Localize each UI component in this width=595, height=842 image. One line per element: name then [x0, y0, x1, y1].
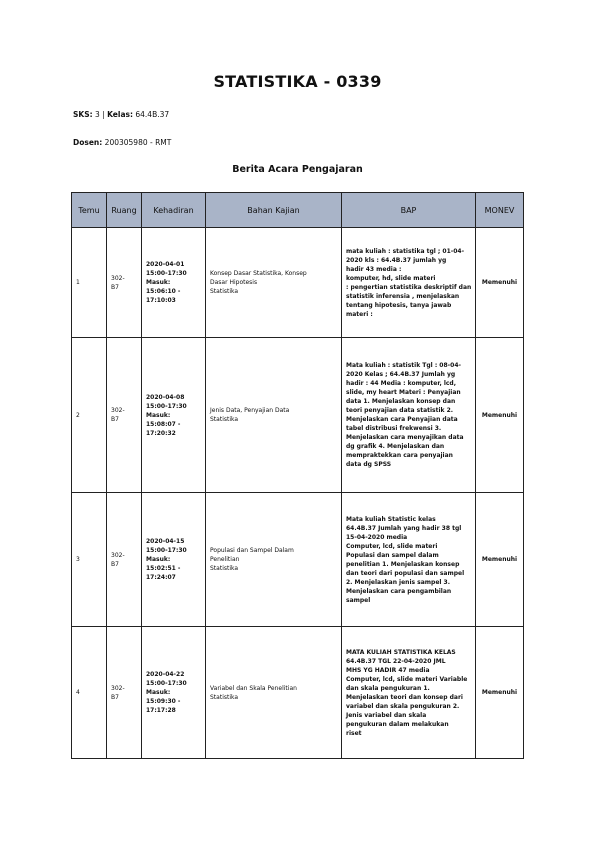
- cell-bap-line: materi :: [346, 310, 373, 318]
- cell-bap-line: tabel distribusi frekwensi 3.: [346, 425, 442, 432]
- dosen-label: Dosen: [73, 138, 100, 147]
- cell-kehadiran: [142, 338, 206, 493]
- cell-bap-line: Menjelaskan cara menyajikan data: [346, 434, 464, 441]
- cell-bahan-kajian-line: Konsep Dasar Statistika, Konsep: [210, 270, 307, 277]
- cell-monev: Memenuhi: [476, 493, 524, 627]
- cell-bahan-kajian-line: Populasi dan Sampel Dalam: [210, 547, 294, 554]
- table-row: [72, 627, 524, 759]
- attendance-table: [71, 192, 524, 759]
- cell-ruang-line: B7: [111, 693, 119, 701]
- cell-monev: Memenuhi: [476, 627, 524, 759]
- cell-kehadiran-line: 15:02:51 -: [146, 565, 181, 572]
- sks-label: SKS: [73, 110, 90, 119]
- cell-bap-line: dg grafik 4. Menjelaskan dan: [346, 443, 445, 450]
- cell-bap-line: MHS YG HADIR 47 media: [346, 666, 430, 674]
- cell-bahan-kajian: [206, 627, 342, 759]
- table-header-row: [72, 193, 524, 228]
- cell-bap-line: : pengertian statistika deskriptif dan: [346, 283, 472, 291]
- cell-bap: [342, 228, 476, 338]
- cell-bap-line: Menjelaskan cara pengambilan: [346, 587, 452, 595]
- cell-kehadiran-line: 15:00-17:30: [146, 402, 187, 410]
- cell-bap-line: mempraktekkan cara penyajian: [346, 452, 453, 459]
- cell-bap-line: hadir 43 media :: [346, 265, 402, 273]
- cell-ruang-line: B7: [111, 560, 119, 568]
- cell-kehadiran-line: 15:00-17:30: [146, 270, 187, 277]
- cell-temu: 2: [72, 338, 107, 493]
- cell-kehadiran: [142, 493, 206, 627]
- cell-bahan-kajian-line: Statistika: [210, 416, 239, 423]
- cell-kehadiran-line: 15:09:30 -: [146, 698, 181, 705]
- header-monev: MONEV: [476, 193, 524, 228]
- cell-bap-line: Populasi dan sampel dalam: [346, 551, 439, 559]
- cell-bap-line: penelitian 1. Menjelaskan konsep: [346, 560, 460, 568]
- cell-kehadiran-line: 2020-04-22: [146, 671, 185, 678]
- cell-kehadiran-line: 15:00-17:30: [146, 680, 187, 687]
- cell-kehadiran-line: 2020-04-15: [146, 538, 185, 545]
- cell-ruang-line: 302-: [111, 551, 125, 559]
- section-title: Berita Acara Pengajaran: [232, 164, 363, 175]
- cell-bap-line: 2020 Kelas ; 64.4B.37 Jumlah yg: [346, 371, 456, 378]
- cell-kehadiran: [142, 627, 206, 759]
- cell-ruang-line: B7: [111, 283, 119, 291]
- table-row: [72, 493, 524, 627]
- cell-bap-line: riset: [346, 729, 362, 737]
- cell-bap-line: sampel: [346, 596, 371, 604]
- header-bahan-kajian: Bahan Kajian: [206, 193, 342, 228]
- cell-bahan-kajian: [206, 228, 342, 338]
- table-row: [72, 338, 524, 493]
- cell-bap-line: MATA KULIAH STATISTIKA KELAS: [346, 648, 456, 656]
- cell-bap-line: data 1. Menjelaskan konsep dan: [346, 398, 456, 405]
- cell-temu: 1: [72, 228, 107, 338]
- cell-bap-line: teori penyajian data statistik 2.: [346, 407, 454, 414]
- cell-ruang-line: B7: [111, 416, 119, 423]
- cell-bap-line: tentang hipotesis, tanya jawab: [346, 301, 452, 309]
- cell-ruang: [107, 338, 142, 493]
- cell-bap-line: 2. Menjelaskan jenis sampel 3.: [346, 578, 451, 586]
- sks-kelas-line: SKS: 3 | Kelas: 64.4B.37: [73, 110, 170, 119]
- cell-temu: 3: [72, 493, 107, 627]
- kelas-label: Kelas: [107, 110, 130, 119]
- header-bap: BAP: [342, 193, 476, 228]
- cell-kehadiran-line: Masuk:: [146, 279, 171, 286]
- cell-bap-line: statistik inferensia , menjelaskan: [346, 292, 460, 300]
- cell-bahan-kajian-line: Jenis Data, Penyajian Data: [210, 407, 290, 414]
- cell-bap-line: Menjelaskan cara Penyajian data: [346, 416, 458, 423]
- cell-kehadiran-line: Masuk:: [146, 556, 171, 563]
- cell-bap-line: 15-04-2020 media: [346, 533, 408, 541]
- dosen-line: Dosen: 200305980 - RMT: [73, 138, 172, 147]
- cell-ruang-line: 302-: [111, 407, 125, 414]
- cell-bap-line: 2020 kls : 64.4B.37 jumlah yg: [346, 256, 447, 264]
- cell-kehadiran-line: 15:06:10 -: [146, 288, 181, 295]
- cell-bap-line: Menjelaskan teori dan konsep dari: [346, 693, 463, 701]
- cell-bap-line: dan teori dari populasi dan sampel: [346, 569, 465, 577]
- cell-kehadiran-line: 17:20:32: [146, 429, 176, 437]
- cell-kehadiran-line: 15:08:07 -: [146, 420, 181, 428]
- cell-kehadiran-line: 15:00-17:30: [146, 547, 187, 554]
- cell-monev: Memenuhi: [476, 338, 524, 493]
- cell-ruang-line: 302-: [111, 274, 125, 282]
- cell-bahan-kajian: [206, 493, 342, 627]
- header-ruang: Ruang: [107, 193, 142, 228]
- cell-bap-line: Jenis variabel dan skala: [346, 711, 427, 719]
- cell-ruang: [107, 228, 142, 338]
- cell-bap-line: Computer, lcd, slide materi: [346, 542, 438, 550]
- header-kehadiran: Kehadiran: [142, 193, 206, 228]
- cell-bap-line: hadir : 44 Media : komputer, lcd,: [346, 380, 457, 387]
- cell-ruang: [107, 627, 142, 759]
- cell-kehadiran-line: Masuk:: [146, 411, 171, 419]
- cell-bap-line: komputer, hd, slide materi: [346, 274, 436, 282]
- page-title: STATISTIKA - 0339: [213, 72, 382, 91]
- cell-kehadiran-line: 17:10:03: [146, 297, 176, 304]
- cell-bap: [342, 338, 476, 493]
- cell-bahan-kajian-line: Penelitian: [210, 556, 240, 563]
- cell-bap-line: dan skala pengukuran 1.: [346, 684, 430, 692]
- dosen-value: 200305980 - RMT: [104, 138, 172, 147]
- cell-monev: Memenuhi: [476, 228, 524, 338]
- cell-bahan-kajian-line: Statistika: [210, 565, 239, 572]
- cell-bap: [342, 493, 476, 627]
- cell-kehadiran: [142, 228, 206, 338]
- cell-bap-line: variabel dan skala pengukuran 2.: [346, 702, 460, 710]
- cell-bahan-kajian-line: Statistika: [210, 693, 239, 701]
- cell-kehadiran-line: 2020-04-08: [146, 393, 185, 401]
- cell-bap-line: Computer, lcd, slide materi Variable: [346, 675, 468, 683]
- table-row: [72, 228, 524, 338]
- separator: |: [102, 110, 105, 119]
- cell-ruang: [107, 493, 142, 627]
- cell-bap-line: slide, my heart Materi : Penyajian: [346, 389, 461, 396]
- cell-bahan-kajian-line: Variabel dan Skala Penelitian: [210, 684, 297, 692]
- cell-bap-line: data dg SPSS: [346, 461, 392, 468]
- cell-kehadiran-line: 2020-04-01: [146, 261, 185, 268]
- cell-bap-line: pengukuran dalam melakukan: [346, 720, 449, 728]
- cell-bap-line: Mata kuliah Statistic kelas: [346, 515, 436, 523]
- cell-kehadiran-line: 17:24:07: [146, 574, 176, 581]
- cell-kehadiran-line: Masuk:: [146, 689, 171, 696]
- cell-bap-line: mata kuliah : statistika tgl ; 01-04-: [346, 247, 465, 255]
- sks-value: 3: [95, 110, 100, 119]
- cell-kehadiran-line: 17:17:28: [146, 707, 176, 714]
- cell-bap-line: 64.4B.37 Jumlah yang hadir 38 tgl: [346, 524, 462, 532]
- header-temu: Temu: [72, 193, 107, 228]
- kelas-value: 64.4B.37: [135, 110, 170, 119]
- cell-bahan-kajian-line: Statistika: [210, 288, 239, 295]
- cell-bahan-kajian: [206, 338, 342, 493]
- cell-bap-line: Mata kuliah : statistik Tgl : 08-04-: [346, 362, 461, 369]
- cell-temu: 4: [72, 627, 107, 759]
- cell-bap-line: 64.4B.37 TGL 22-04-2020 JML: [346, 657, 446, 665]
- cell-bap: [342, 627, 476, 759]
- cell-bahan-kajian-line: Dasar Hipotesis: [210, 279, 258, 286]
- cell-ruang-line: 302-: [111, 684, 125, 692]
